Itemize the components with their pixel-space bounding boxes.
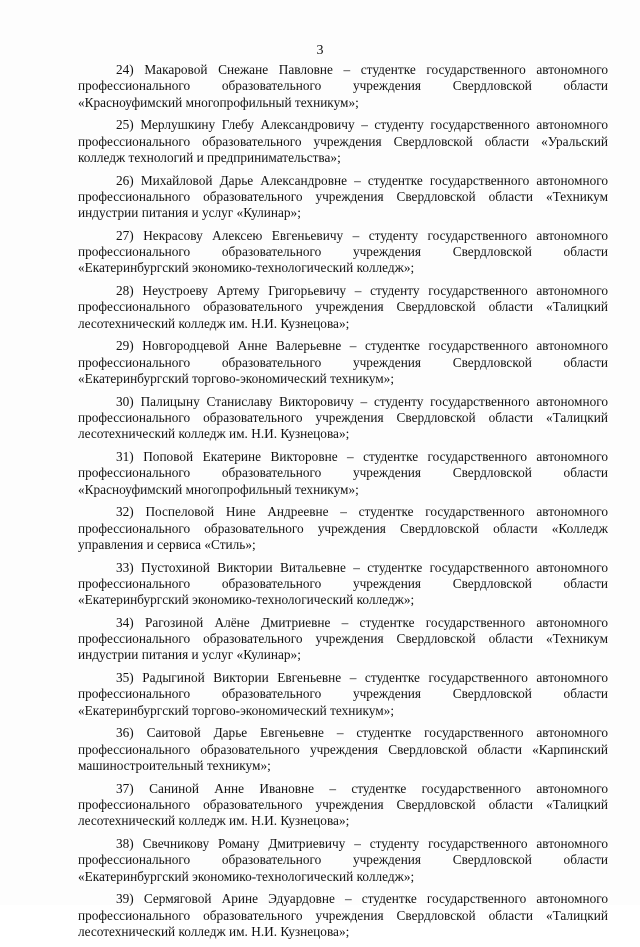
list-item-number: 29) <box>116 338 134 354</box>
list-item-line: профессионального образовательного учреждения Свердловской области <box>78 78 608 94</box>
list-item-line: «Красноуфимский многопрофильный техникум»; <box>78 94 359 110</box>
list-item-number: 37) <box>116 780 134 796</box>
list-item-first-line <box>78 670 608 686</box>
list-item-line: колледж технологий и предпринимательства»; <box>78 149 341 165</box>
award-list <box>78 62 608 947</box>
list-item-number: 28) <box>116 283 134 299</box>
list-item-number: 25) <box>116 117 134 133</box>
list-item-line: профессионального образовательного учреждения Свердловской области «Уральский <box>78 133 608 149</box>
list-item-line: управления и сервиса «Стиль»; <box>78 536 256 552</box>
list-item <box>78 117 608 166</box>
list-item-text: Пустохиной Виктории Витальевне – студентке государственного автономного <box>141 559 609 575</box>
list-item-line: профессионального образовательного учреждения Свердловской области «Талицкий <box>78 907 608 923</box>
list-item-first-line <box>78 891 608 907</box>
list-item <box>78 504 608 553</box>
list-item-line: «Красноуфимский многопрофильный техникум»; <box>78 481 359 497</box>
list-item-line: «Екатеринбургский торгово-экономический техникум»; <box>78 371 395 386</box>
list-item-line: профессионального образовательного учреждения Свердловской области «Карпинский <box>78 741 608 757</box>
list-item-line: профессионального образовательного учреждения Свердловской области «Талицкий <box>78 796 608 812</box>
list-item-number: 31) <box>116 448 134 464</box>
list-item-number: 35) <box>116 670 134 686</box>
list-item-line: профессионального образовательного учреждения Свердловской области <box>78 465 608 481</box>
list-item-text: Радыгиной Виктории Евгеньевне – студентке государственного автономного <box>142 670 609 686</box>
list-item-text: Поповой Екатерине Викторовне – студентке государственного автономного <box>143 448 608 464</box>
list-item-line: лесотехнический колледж им. Н.И. Кузнецова»; <box>78 315 350 331</box>
list-item-first-line <box>78 283 608 299</box>
list-item-text: Саниной Анне Ивановне – студентке государственного автономного <box>149 780 608 796</box>
list-item-line: лесотехнический колледж им. Н.И. Кузнецова»; <box>78 813 350 829</box>
list-item <box>78 560 608 609</box>
list-item-line: «Екатеринбургский экономико-технологический колледж»; <box>78 260 415 276</box>
list-item-number: 33) <box>116 559 134 575</box>
list-item-first-line <box>78 228 608 244</box>
list-item-line: профессионального образовательного учреждения Свердловской области <box>78 852 608 868</box>
list-item-line: профессионального образовательного учреждения Свердловской области <box>78 686 608 702</box>
list-item-number: 39) <box>116 891 134 907</box>
list-item <box>78 615 608 664</box>
list-item <box>78 228 608 277</box>
list-item-line: профессионального образовательного учреждения Свердловской области «Талицкий <box>78 409 608 425</box>
list-item <box>78 394 608 443</box>
list-item-line: профессионального образовательного учреждения Свердловской области «Талицкий <box>78 299 608 315</box>
list-item <box>78 836 608 885</box>
list-item <box>78 725 608 774</box>
list-item-text: Саитовой Дарье Евгеньевне – студентке государственного автономного <box>146 725 609 741</box>
list-item-text: Неустроеву Артему Григорьевичу – студенту государственного автономного <box>142 283 609 299</box>
list-item-line: профессионального образовательного учреждения Свердловской области «Техникум <box>78 188 608 204</box>
list-item-line: «Екатеринбургский экономико-технологический колледж»; <box>78 592 415 608</box>
list-item-text: Палицыну Станиславу Викторовичу – студенту государственного автономного <box>140 393 608 409</box>
list-item-line: индустрии питания и услуг «Кулинар»; <box>78 205 301 221</box>
list-item-first-line <box>78 836 608 852</box>
list-item-text: Рагозиной Алёне Дмитриевне – студентке государственного автономного <box>144 614 608 630</box>
list-item <box>78 283 608 332</box>
list-item-line: лесотехнический колледж им. Н.И. Кузнецова»; <box>78 426 350 442</box>
list-item-first-line <box>78 338 608 354</box>
list-item-number: 30) <box>116 393 134 409</box>
list-item-text: Некрасову Алексею Евгеньевичу – студенту государственного автономного <box>143 227 609 243</box>
list-item <box>78 173 608 222</box>
list-item <box>78 338 608 387</box>
list-item-line: индустрии питания и услуг «Кулинар»; <box>78 647 301 663</box>
list-item-first-line <box>78 62 608 78</box>
list-item-line: «Екатеринбургский экономико-технологический колледж»; <box>78 868 415 884</box>
list-item-line: профессионального образовательного учреждения Свердловской области <box>78 244 608 260</box>
list-item <box>78 670 608 719</box>
list-item-number: 27) <box>116 227 134 243</box>
list-item-line: лесотехнический колледж им. Н.И. Кузнецова»; <box>78 923 350 939</box>
list-item-number: 36) <box>116 725 134 741</box>
list-item-first-line <box>78 394 608 410</box>
list-item-line: профессионального образовательного учреждения Свердловской области <box>78 575 608 591</box>
list-item-number: 32) <box>116 504 134 520</box>
list-item-text: Поспеловой Нине Андреевне – студентке государственного автономного <box>145 504 608 520</box>
list-item <box>78 62 608 111</box>
list-item-first-line <box>78 504 608 520</box>
list-item-line: профессионального образовательного учреждения Свердловской области <box>78 354 608 370</box>
list-item-text: Михайловой Дарье Александровне – студентке государственного автономного <box>140 172 609 188</box>
list-item-first-line <box>78 560 608 576</box>
list-item <box>78 781 608 830</box>
list-item-text: Свечникову Роману Дмитриевичу – студенту государственного автономного <box>142 835 608 851</box>
page-number: 3 <box>316 43 324 58</box>
list-item-number: 26) <box>116 172 134 188</box>
list-item-first-line <box>78 117 608 133</box>
list-item-line: «Екатеринбургский торгово-экономический техникум»; <box>78 702 395 718</box>
list-item-first-line <box>78 615 608 631</box>
list-item-text: Макаровой Снежане Павловне – студентке государственного автономного <box>144 62 608 77</box>
list-item <box>78 891 608 940</box>
list-item-text: Новгородцевой Анне Валерьевне – студентке государственного автономного <box>142 338 608 354</box>
list-item-first-line <box>78 781 608 797</box>
list-item-first-line <box>78 725 608 741</box>
list-item-text: Мерлушкину Глебу Александровичу – студенту государственного автономного <box>140 117 608 133</box>
list-item-first-line <box>78 173 608 189</box>
list-item-first-line <box>78 449 608 465</box>
list-item <box>78 449 608 498</box>
list-item-line: профессионального образовательного учреждения Свердловской области «Техникум <box>78 631 608 647</box>
list-item-number: 34) <box>116 614 134 630</box>
list-item-line: профессионального образовательного учреждения Свердловской области «Колледж <box>78 520 608 536</box>
list-item-number: 24) <box>116 62 134 77</box>
list-item-number: 38) <box>116 835 134 851</box>
list-item-text: Сермяговой Арине Эдуардовне – студентке государственного автономного <box>143 891 608 907</box>
list-item-line: машиностроительный техникум»; <box>78 757 271 773</box>
